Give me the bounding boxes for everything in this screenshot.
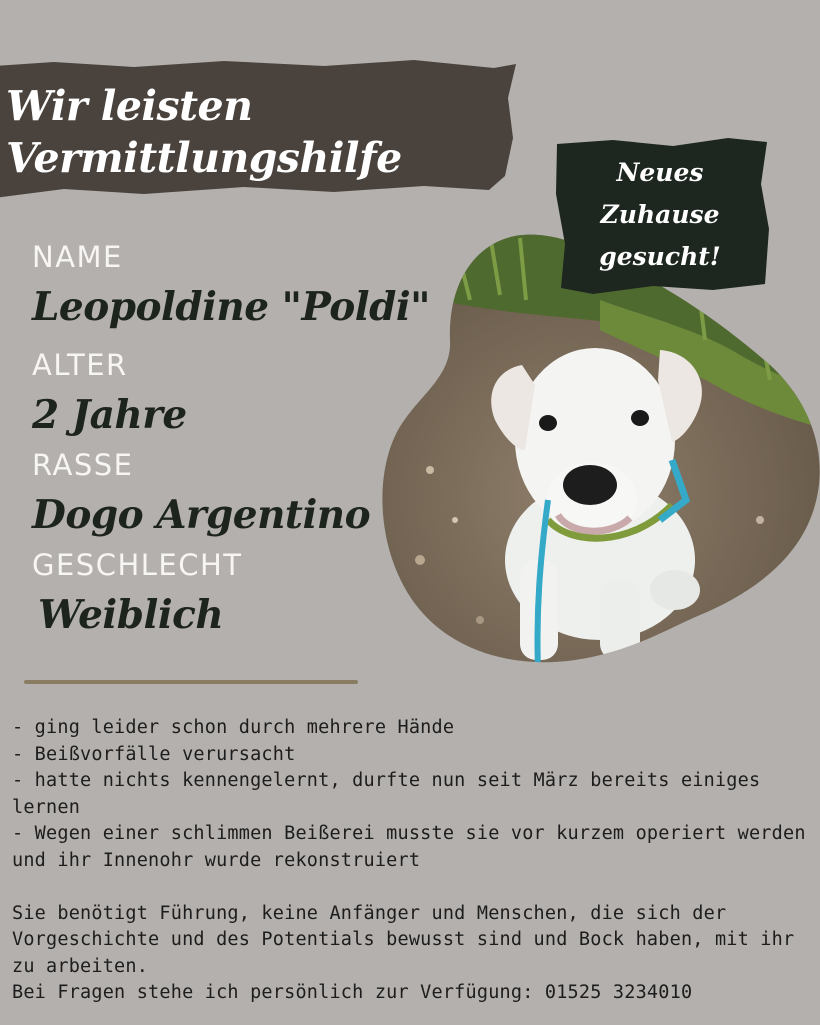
banner-title-line2: Vermittlungshilfe: [6, 134, 402, 182]
age-value: 2 Jahre: [32, 392, 187, 438]
note-item: - hatte nichts kennengelernt, durfte nun seit März bereits einiges lernen: [12, 770, 761, 818]
note-item: - ging leider schon durch mehrere Hände: [12, 717, 455, 738]
note-item: - Beißvorfälle verursacht: [12, 743, 296, 765]
age-label: ALTER: [32, 348, 128, 382]
note-item: - Wegen einer schlimmen Beißerei musste sie vor kurzem operiert werden und ihr Innenohr wurde rekonstruiert: [12, 823, 806, 871]
name-value: Leopoldine "Poldi": [32, 284, 431, 330]
section-divider: [24, 680, 358, 684]
gender-value: Weiblich: [38, 592, 224, 638]
spacer: [12, 874, 818, 901]
banner-title-line1: Wir leisten: [6, 82, 253, 130]
badge-line1: Neues: [616, 158, 704, 187]
new-home-badge-text: [560, 152, 760, 278]
badge-line3: gesucht!: [599, 242, 721, 271]
contact-text: Bei Fragen stehe ich persönlich zur Verfügung: 01525 3234010: [12, 982, 693, 1003]
breed-label: RASSE: [32, 448, 134, 482]
gender-label: GESCHLECHT: [32, 548, 243, 582]
name-label: NAME: [32, 240, 123, 274]
description: [12, 715, 818, 1007]
breed-value: Dogo Argentino: [32, 492, 371, 538]
closing-text: Sie benötigt Führung, keine Anfänger und Menschen, die sich der Vorgeschichte und des Potentials bewusst sind und Bock haben, mit ihr zu arbeiten.: [12, 902, 795, 977]
badge-line2: Zuhause: [600, 200, 720, 229]
